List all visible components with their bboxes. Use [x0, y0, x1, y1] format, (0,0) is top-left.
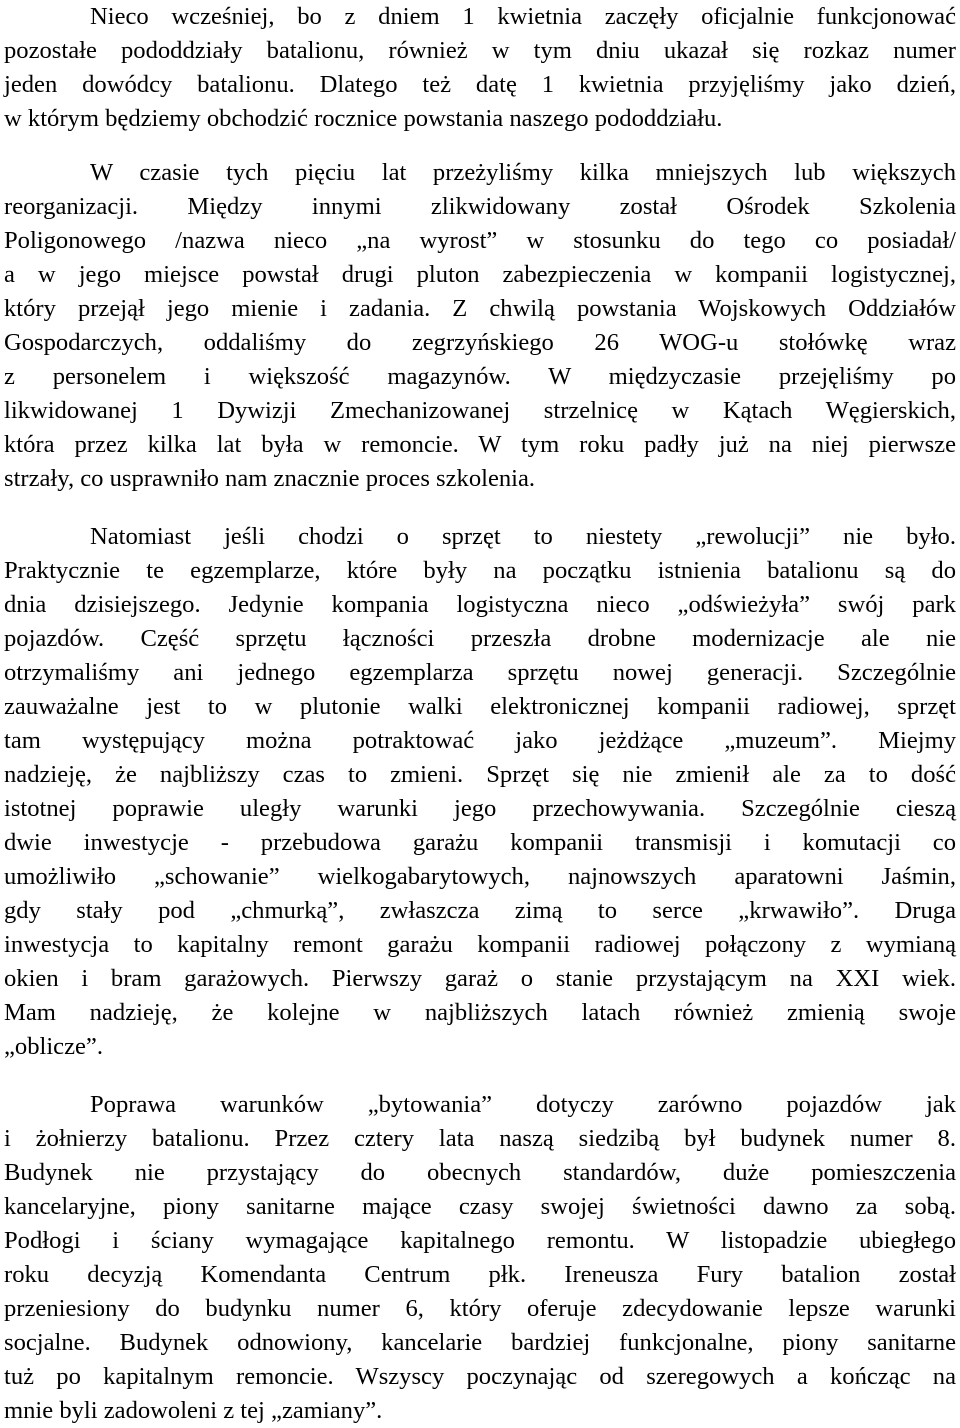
- paragraph: [4, 0, 956, 136]
- text-line: Podłogi i ściany wymagające kapitalnego remontu. W listopadzie ubiegłego: [4, 1227, 956, 1254]
- text-line: i żołnierzy batalionu. Przez cztery lata naszą siedzibą był budynek numer 8.: [4, 1125, 956, 1152]
- text-line: który przejął jego mienie i zadania. Z chwilą powstania Wojskowych Oddziałów: [4, 295, 956, 322]
- text-line: likwidowanej 1 Dywizji Zmechanizowanej strzelnicę w Kątach Węgierskich,: [4, 397, 956, 424]
- text-line: okien i bram garażowych. Pierwszy garaż o stanie przystającym na XXI wiek.: [4, 965, 956, 992]
- text-line: „oblicze”.: [4, 1033, 103, 1060]
- text-line: W czasie tych pięciu lat przeżyliśmy kilka mniejszych lub większych: [90, 159, 956, 186]
- text-line: kancelaryjne, piony sanitarne mające czasy swojej świetności dawno za sobą.: [4, 1193, 956, 1220]
- text-line: pojazdów. Część sprzętu łączności przeszła drobne modernizacje ale nie: [4, 625, 956, 652]
- text-line: Mam nadzieję, że kolejne w najbliższych latach również zmienią swoje: [4, 999, 956, 1026]
- text-line: Budynek nie przystający do obecnych standardów, duże pomieszczenia: [4, 1159, 956, 1186]
- text-line: przeniesiony do budynku numer 6, który oferuje zdecydowanie lepsze warunki: [4, 1295, 956, 1322]
- text-line: Praktycznie te egzemplarze, które były na początku istnienia batalionu są do: [4, 557, 956, 584]
- text-line: roku decyzją Komendanta Centrum płk. Ireneusza Fury batalion został: [4, 1261, 956, 1288]
- paragraph: [4, 1088, 956, 1428]
- text-line: mnie byli zadowoleni z tej „zamiany”.: [4, 1397, 383, 1424]
- text-line: zauważalne jest to w plutonie walki elektronicznej kompanii radiowej, sprzęt: [4, 693, 956, 720]
- text-line: Natomiast jeśli chodzi o sprzęt to niestety „rewolucji” nie było.: [90, 523, 956, 550]
- text-line: socjalne. Budynek odnowiony, kancelarie bardziej funkcjonalne, piony sanitarne: [4, 1329, 956, 1356]
- text-line: inwestycja to kapitalny remont garażu kompanii radiowej połączony z wymianą: [4, 931, 956, 958]
- text-line: Nieco wcześniej, bo z dniem 1 kwietnia zaczęły oficjalnie funkcjonować: [90, 3, 956, 30]
- text-line: a w jego miejsce powstał drugi pluton zabezpieczenia w kompanii logistycznej,: [4, 261, 956, 288]
- paragraph: [4, 156, 956, 496]
- text-line: dwie inwestycje - przebudowa garażu kompanii transmisji i komutacji co: [4, 829, 956, 856]
- text-line: która przez kilka lat była w remoncie. W tym roku padły już na niej pierwsze: [4, 431, 956, 458]
- text-line: nadzieję, że najbliższy czas to zmieni. Sprzęt się nie zmienił ale za to dość: [4, 761, 956, 788]
- text-line: gdy stały pod „chmurką”, zwłaszcza zimą to serce „krwawiło”. Druga: [4, 897, 956, 924]
- text-line: z personelem i większość magazynów. W międzyczasie przejęliśmy po: [4, 363, 956, 390]
- text-line: tam występujący można potraktować jako jeżdżące „muzeum”. Miejmy: [4, 727, 956, 754]
- text-line: reorganizacji. Między innymi zlikwidowany został Ośrodek Szkolenia: [4, 193, 956, 220]
- text-line: pozostałe pododdziały batalionu, również w tym dniu ukazał się rozkaz numer: [4, 37, 956, 64]
- text-line: Poprawa warunków „bytowania” dotyczy zarówno pojazdów jak: [90, 1091, 956, 1118]
- paragraph: [4, 520, 956, 1064]
- text-line: strzały, co usprawniło nam znacznie proces szkolenia.: [4, 465, 536, 492]
- text-line: umożliwiło „schowanie” wielkogabarytowych, najnowszych aparatowni Jaśmin,: [4, 863, 956, 890]
- text-line: jeden dowódcy batalionu. Dlatego też datę 1 kwietnia przyjęliśmy jako dzień,: [4, 71, 956, 98]
- text-line: tuż po kapitalnym remoncie. Wszyscy poczynając od szeregowych a kończąc na: [4, 1363, 956, 1390]
- text-line: Gospodarczych, oddaliśmy do zegrzyńskiego 26 WOG-u stołówkę wraz: [4, 329, 956, 356]
- text-line: w którym będziemy obchodzić rocznice powstania naszego pododdziału.: [4, 105, 723, 132]
- text-line: dnia dzisiejszego. Jedynie kompania logistyczna nieco „odświeżyła” swój park: [4, 591, 956, 618]
- text-line: istotnej poprawie uległy warunki jego przechowywania. Szczególnie cieszą: [4, 795, 956, 822]
- text-line: otrzymaliśmy ani jednego egzemplarza sprzętu nowej generacji. Szczególnie: [4, 659, 956, 686]
- text-line: Poligonowego /nazwa nieco „na wyrost” w stosunku do tego co posiadał/: [4, 227, 956, 254]
